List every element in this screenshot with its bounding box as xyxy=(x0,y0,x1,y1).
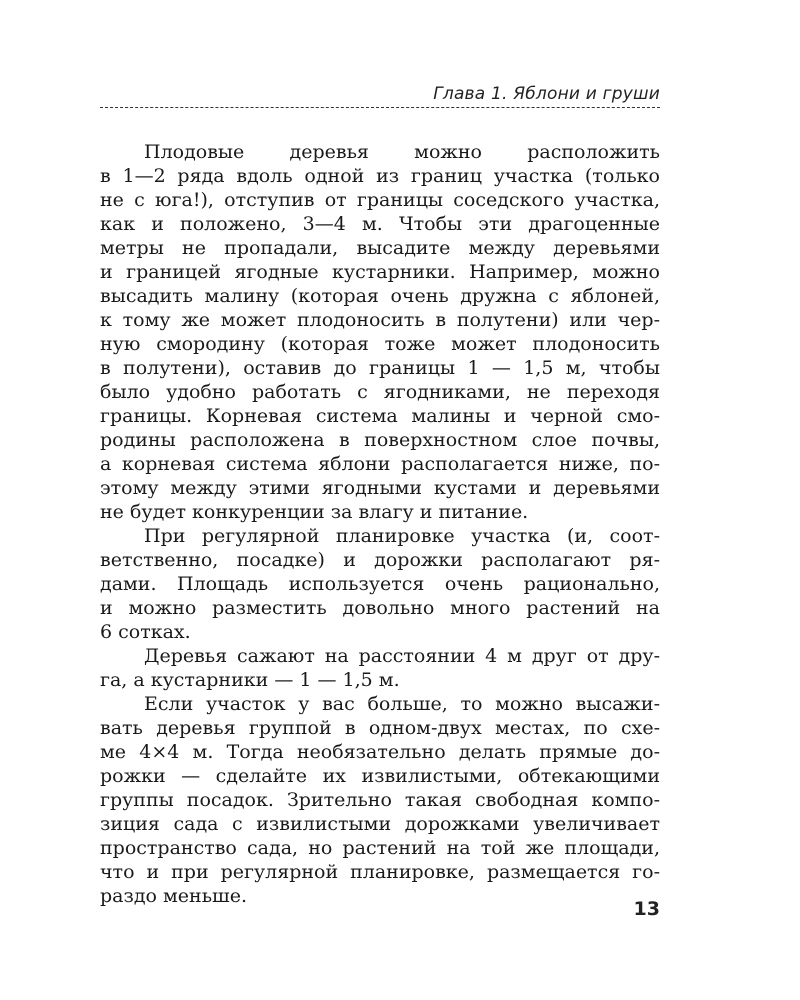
text-line: Плодовые деревья можно расположить xyxy=(144,141,660,163)
body-text xyxy=(100,140,660,908)
text-line: границы. Корневая система малины и черной смо- xyxy=(100,405,660,427)
text-line: и можно разместить довольно много растений на xyxy=(100,597,660,619)
text-line: родины расположена в поверхностном слое почвы, xyxy=(100,429,660,451)
text-line: Деревья сажают на расстоянии 4 м друг от дру- xyxy=(144,645,660,667)
text-line: рожки — сделайте их извилистыми, обтекающими xyxy=(100,765,660,787)
text-line: метры не пропадали, высадите между деревьями xyxy=(100,237,660,259)
text-line: а корневая система яблони располагается ниже, по- xyxy=(100,453,660,475)
text-line: к тому же может плодоносить в полутени) или чер- xyxy=(100,309,660,331)
text-line: как и положено, 3—4 м. Чтобы эти драгоценные xyxy=(100,213,660,235)
paragraph xyxy=(100,524,660,644)
text-line: раздо меньше. xyxy=(100,885,248,907)
text-line: и границей ягодные кустарники. Например, можно xyxy=(100,261,660,283)
text-line: группы посадок. Зрительно такая свободная компо- xyxy=(100,789,660,811)
text-line: ме 4×4 м. Тогда необязательно делать прямые до- xyxy=(100,741,660,763)
text-line: вать деревья группой в одном-двух местах, по схе- xyxy=(100,717,660,739)
text-line: этому между этими ягодными кустами и деревьями xyxy=(100,477,660,499)
running-header: Глава 1. Яблони и груши xyxy=(433,84,660,104)
text-line: пространство сада, но растений на той же площади, xyxy=(100,837,660,859)
text-line: При регулярной планировке участка (и, соот- xyxy=(144,525,660,547)
text-line: в 1—2 ряда вдоль одной из границ участка (только xyxy=(100,165,660,187)
text-line: было удобно работать с ягодниками, не переходя xyxy=(100,381,660,403)
paragraph xyxy=(100,692,660,908)
text-line: зиция сада с извилистыми дорожками увеличивает xyxy=(100,813,660,835)
header-divider xyxy=(100,107,660,108)
page-number: 13 xyxy=(633,898,660,920)
text-line: 6 сотках. xyxy=(100,621,191,643)
text-line: не с юга!), отступив от границы соседского участка, xyxy=(100,189,660,211)
text-line: высадить малину (которая очень дружна с яблоней, xyxy=(100,285,660,307)
text-line: Если участок у вас больше, то можно высажи- xyxy=(144,693,660,715)
text-line: га, а кустарники — 1 — 1,5 м. xyxy=(100,669,400,691)
text-line: ную смородину (которая тоже может плодоносить xyxy=(100,333,660,355)
paragraph xyxy=(100,644,660,692)
text-line: дами. Площадь используется очень рационально, xyxy=(100,573,660,595)
paragraph xyxy=(100,140,660,524)
text-line: что и при регулярной планировке, размещается го- xyxy=(100,861,660,883)
text-line: не будет конкуренции за влагу и питание. xyxy=(100,501,529,523)
text-line: ветственно, посадке) и дорожки располагают ря- xyxy=(100,549,660,571)
text-line: в полутени), оставив до границы 1 — 1,5 м, чтобы xyxy=(100,357,660,379)
